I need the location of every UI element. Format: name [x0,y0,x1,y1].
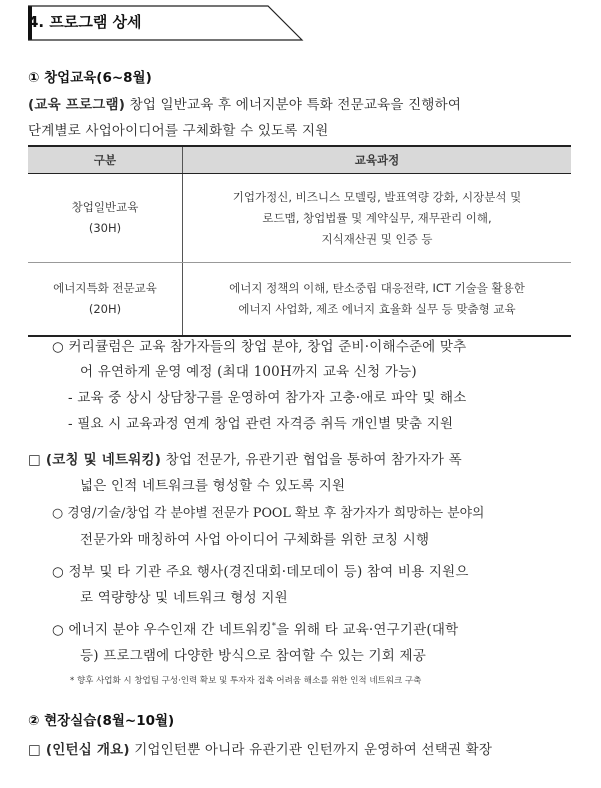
course-line: 기업가정신, 비즈니스 모델링, 발표역량 강화, 시장분석 및 [232,189,522,204]
part1-heading: ① 창업교육(6~8월) [28,70,152,86]
table-row [28,174,571,263]
internship-bold-label: □ (인턴십 개요) [28,742,130,758]
coaching-bullet1-line1: ○ 경영/기술/창업 각 분야별 전문가 POOL 확보 후 참가자가 희망하는 분야의 [52,506,485,521]
footnote: * 향후 사업화 시 창업팀 구성·인력 확보 및 투자자 접촉 어려움 해소를 위한 인적 네트워크 구축 [70,676,422,686]
table-header-category: 구분 [28,146,183,174]
coaching-bullet3-line2: 등) 프로그램에 다양한 방식으로 참여할 수 있는 기회 제공 [80,648,426,664]
dash-item-2: - 필요 시 교육과정 연계 창업 관련 자격증 취득 개인별 맞춤 지원 [68,416,454,432]
table-header-course: 교육과정 [183,146,572,174]
table-row [28,263,571,337]
course-line: 로드맵, 창업법률 및 계약실무, 재무관리 이해, [262,210,492,225]
intro-text: 창업 일반교육 후 에너지분야 특화 전문교육을 진행하여 [125,97,462,113]
coaching-bullet3-line1 [52,618,458,638]
coaching-bullet1-line2: 전문가와 매칭하여 사업 아이디어 구체화를 위한 코칭 시행 [80,532,430,548]
table-cell-category [28,263,183,337]
course-line: 지식재산권 및 인증 등 [321,231,433,246]
dash-item-1: - 교육 중 상시 상담창구를 운영하여 참가자 고충·애로 파악 및 해소 [68,390,467,406]
table-cell-course [183,263,572,337]
bullet3-text-b: 을 위해 타 교육·연구기관(대학 [276,622,459,638]
table-cell-category [28,174,183,263]
coaching-bullet2-line2: 로 역량향상 및 네트워크 형성 지원 [80,590,288,606]
row-name: 창업일반교육 [71,200,139,214]
row-hours: (20H) [88,302,122,316]
footnote-marker: * [271,621,277,631]
coaching-line2: 넓은 인적 네트워크를 형성할 수 있도록 지원 [80,478,346,494]
row-hours: (30H) [88,221,122,235]
curriculum-line1: ○ 커리큘럼은 교육 참가자들의 창업 분야, 창업 준비·이해수준에 맞추 [52,339,467,355]
coaching-bold-label: □ (코칭 및 네트워킹) [28,452,162,468]
internship-line1 [28,738,492,758]
part1-intro-line1 [28,93,461,113]
coaching-text: 창업 전문가, 유관기관 협업을 통하여 참가자가 폭 [161,452,462,468]
section-title: 4. 프로그램 상세 [28,13,142,31]
row-name: 에너지특화 전문교육 [53,281,157,295]
table-header-row [28,146,571,174]
course-line: 에너지 사업화, 제조 에너지 효율화 실무 등 맞춤형 교육 [238,302,516,316]
curriculum-line2: 어 유연하게 운영 예정 (최대 100H까지 교육 신청 가능) [80,364,417,380]
coaching-line1 [28,448,462,468]
part1-intro-line2: 단계별로 사업아이디어를 구체화할 수 있도록 지원 [28,123,329,139]
education-table [28,145,571,337]
course-line: 에너지 정책의 이해, 탄소중립 대응전략, ICT 기술을 활용한 [229,281,525,295]
table-cell-course [183,174,572,263]
intro-bold-label: (교육 프로그램) [28,97,126,113]
bullet3-text-a: ○ 에너지 분야 우수인재 간 네트워킹 [52,622,272,638]
part2-heading: ② 현장실습(8월~10월) [28,713,175,729]
internship-text: 기업인턴뿐 아니라 유관기관 인턴까지 운영하여 선택권 확장 [129,742,493,758]
coaching-bullet2-line1: ○ 정부 및 타 기관 주요 행사(경진대회·데모데이 등) 참여 비용 지원으 [52,564,469,580]
